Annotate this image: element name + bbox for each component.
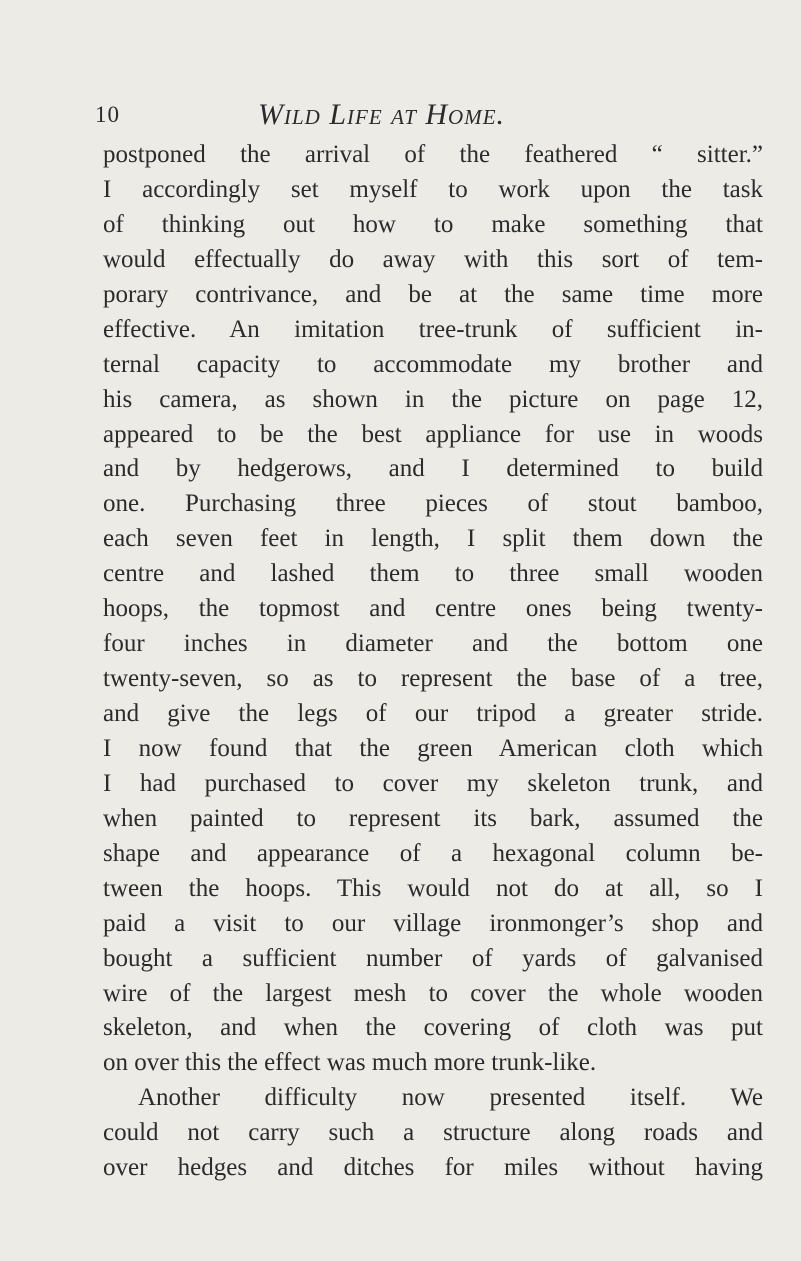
text-line: wire of the largest mesh to cover the whole wooden — [103, 979, 763, 1007]
text-line: bought a sufficient number of yards of galvanised — [103, 944, 763, 972]
text-line: twenty-seven, so as to represent the base of a tree, — [103, 665, 763, 693]
text-line: I had purchased to cover my skeleton trunk, and — [103, 769, 763, 797]
text-line: when painted to represent its bark, assumed the — [103, 804, 763, 832]
text-line: Another difficulty now presented itself. We — [138, 1084, 763, 1112]
text-line: I now found that the green American cloth which — [103, 734, 763, 762]
text-line: his camera, as shown in the picture on page 12, — [103, 385, 763, 413]
text-line: over hedges and ditches for miles without having — [103, 1154, 763, 1182]
text-line: skeleton, and when the covering of cloth was put — [103, 1014, 763, 1042]
text-line: shape and appearance of a hexagonal column be- — [103, 839, 763, 867]
text-line: tween the hoops. This would not do at all, so I — [103, 874, 763, 902]
text-line: on over this the effect was much more trunk-like. — [103, 1049, 597, 1077]
text-line: porary contrivance, and be at the same time more — [103, 280, 763, 308]
text-line: four inches in diameter and the bottom one — [103, 630, 763, 658]
page-number: 10 — [95, 102, 120, 127]
text-line: hoops, the topmost and centre ones being twenty- — [103, 595, 763, 623]
text-line: centre and lashed them to three small wooden — [103, 560, 763, 588]
running-title: Wild Life at Home. — [258, 98, 506, 131]
text-line: appeared to be the best appliance for use in woods — [103, 420, 763, 448]
text-line: could not carry such a structure along roads and — [103, 1119, 763, 1147]
text-line: each seven feet in length, I split them down the — [103, 525, 763, 553]
text-line: ternal capacity to accommodate my brother and — [103, 350, 763, 378]
text-line: one. Purchasing three pieces of stout bamboo, — [103, 490, 763, 518]
text-line: paid a visit to our village ironmonger’s shop and — [103, 909, 763, 937]
text-line: of thinking out how to make something that — [103, 210, 763, 238]
text-line: and by hedgerows, and I determined to build — [103, 455, 763, 483]
running-head — [0, 100, 801, 140]
text-line: would effectually do away with this sort of tem- — [103, 245, 763, 273]
body-text — [103, 138, 763, 1186]
text-line: postponed the arrival of the feathered “ sitter.” — [103, 141, 763, 168]
text-line: I accordingly set myself to work upon the task — [103, 175, 763, 203]
text-line: effective. An imitation tree-trunk of sufficient in- — [103, 315, 763, 343]
text-line: and give the legs of our tripod a greater stride. — [103, 700, 763, 727]
